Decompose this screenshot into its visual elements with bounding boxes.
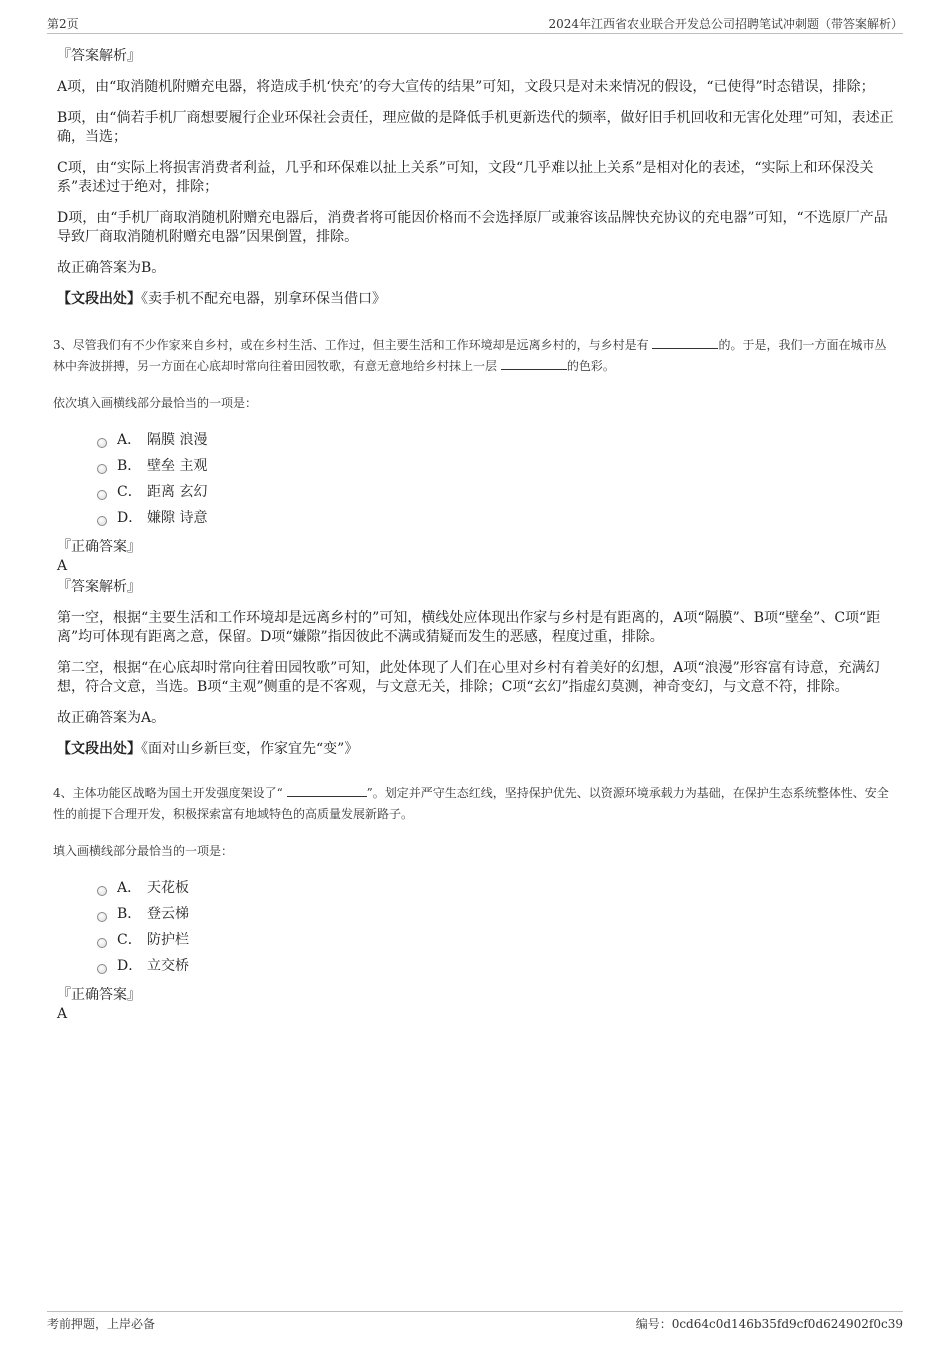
q4-options — [97, 875, 897, 979]
q4-stem-part1: 4、主体功能区战略为国土开发强度架设了“ — [53, 786, 283, 800]
q4-hint: 填入画横线部分最恰当的一项是： — [53, 844, 234, 858]
page-content — [53, 46, 897, 1023]
option-text: 隔膜 浪漫 — [147, 432, 208, 448]
page-header — [47, 14, 903, 34]
q3-source — [57, 739, 897, 759]
option-text: 防护栏 — [147, 932, 189, 948]
radio-icon[interactable] — [97, 464, 107, 474]
option-text: 壁垒 主观 — [147, 458, 208, 474]
q3-option-b[interactable] — [97, 453, 897, 479]
q2-source — [57, 289, 897, 309]
q2-analysis-option-c: C项，由“实际上将损害消费者利益，几乎和环保难以扯上关系”可知，文段“几乎难以扯上关系”是相对化的表述，“实际上和环保没关系”表述过于绝对，排除； — [57, 160, 874, 195]
q3-stem-part3: 的色彩。 — [566, 359, 615, 373]
q3-blank-1 — [652, 335, 718, 349]
radio-icon[interactable] — [97, 490, 107, 500]
q3-answer-label: 『正确答案』 — [57, 539, 141, 555]
q3-answer: A — [57, 558, 68, 574]
q2-analysis-option-b: B项，由“倘若手机厂商想要履行企业环保社会责任，理应做的是降低手机更新迭代的频率，做好旧手机回收和无害化处理”可知，表述正确，当选； — [57, 110, 894, 145]
option-letter: D． — [117, 510, 143, 526]
q3-hint: 依次填入画横线部分最恰当的一项是： — [53, 396, 258, 410]
q4-answer: A — [57, 1006, 68, 1022]
footer-slogan: 考前押题，上岸必备 — [47, 1317, 156, 1331]
q3-stem-part2: 的。于是，我们一方面在城市丛林中奔波拼搏，另一方面在心底却时常向往着田园牧歌，有意无意地给乡村抹上一层 — [53, 338, 887, 373]
q3-option-a[interactable] — [97, 427, 897, 453]
q4-option-d[interactable] — [97, 953, 897, 979]
q4-option-b[interactable] — [97, 901, 897, 927]
option-text: 天花板 — [147, 880, 189, 896]
radio-icon[interactable] — [97, 964, 107, 974]
option-letter: C． — [117, 932, 142, 948]
option-letter: B． — [117, 906, 142, 922]
option-letter: C． — [117, 484, 142, 500]
q3-stem-part1: 3、尽管我们有不少作家来自乡村，或在乡村生活、工作过，但主要生活和工作环境却是远离乡村的，与乡村是有 — [53, 338, 649, 352]
q3-conclusion: 故正确答案为A。 — [57, 710, 166, 726]
radio-icon[interactable] — [97, 886, 107, 896]
q4-stem-part2: ”。划定并严守生态红线，坚持保护优先、以资源环境承载力为基础，在保护生态系统整体性、安全性的前提下合理开发，积极探索富有地域特色的高质量发展新路子。 — [53, 786, 889, 821]
q3-source-title: 《面对山乡新巨变，作家宜先“变”》 — [141, 741, 359, 757]
q2-analysis-option-a: A项，由“取消随机附赠充电器，将造成手机‘快充’的夸大宣传的结果”可知，文段只是对未来情况的假设，“已使得”时态错误，排除； — [57, 79, 875, 95]
q2-analysis-label: 『答案解析』 — [57, 48, 141, 64]
q3-options — [97, 427, 897, 531]
radio-icon[interactable] — [97, 516, 107, 526]
q3-analysis-p1: 第一空，根据“主要生活和工作环境却是远离乡村的”可知，横线处应体现出作家与乡村是有距离的，A项“隔膜”、B项“壁垒”、C项“距离”均可体现有距离之意，保留。D项“嫌隙”指因彼此不满或猜疑而发生的恶感，程度过重，排除。 — [57, 610, 881, 645]
option-letter: B． — [117, 458, 142, 474]
q3-option-c[interactable] — [97, 479, 897, 505]
q2-conclusion: 故正确答案为B。 — [57, 260, 166, 276]
q4-blank — [287, 783, 367, 797]
radio-icon[interactable] — [97, 912, 107, 922]
option-letter: A． — [117, 880, 142, 896]
radio-icon[interactable] — [97, 938, 107, 948]
option-letter: A． — [117, 432, 142, 448]
q4-option-c[interactable] — [97, 927, 897, 953]
q3-option-d[interactable] — [97, 505, 897, 531]
q2-source-title: 《卖手机不配充电器，别拿环保当借口》 — [141, 291, 386, 307]
option-text: 嫌隙 诗意 — [147, 510, 208, 526]
option-text: 登云梯 — [147, 906, 189, 922]
q3-blank-2 — [501, 356, 567, 370]
q3-analysis-label: 『答案解析』 — [57, 579, 141, 595]
q4-stem — [53, 783, 897, 825]
option-text: 立交桥 — [147, 958, 189, 974]
q3-source-label: 【文段出处】 — [57, 741, 141, 757]
option-text: 距离 玄幻 — [147, 484, 208, 500]
q3-analysis-p2: 第二空，根据“在心底却时常向往着田园牧歌”可知，此处体现了人们在心里对乡村有着美好的幻想，A项“浪漫”形容富有诗意，充满幻想，符合文意，当选。B项“主观”侧重的是不客观，与文意无关，排除；C项“玄幻”指虚幻莫测，神奇变幻，与文意不符，排除。 — [57, 660, 880, 695]
q4-option-a[interactable] — [97, 875, 897, 901]
q2-analysis-option-d: D项，由“手机厂商取消随机附赠充电器后，消费者将可能因价格而不会选择原厂或兼容该品牌快充协议的充电器”可知，“不选原厂产品导致厂商取消随机附赠充电器”因果倒置，排除。 — [57, 210, 888, 245]
q3-stem — [53, 335, 897, 377]
document-title: 2024年江西省农业联合开发总公司招聘笔试冲刺题（带答案解析） — [548, 17, 903, 31]
q2-source-label: 【文段出处】 — [57, 291, 141, 307]
radio-icon[interactable] — [97, 438, 107, 448]
q4-answer-label: 『正确答案』 — [57, 987, 141, 1003]
page-number: 第2页 — [47, 17, 79, 31]
page-footer — [47, 1311, 903, 1332]
document-code: 编号：0cd64c0d146b35fd9cf0d624902f0c39 — [635, 1317, 903, 1331]
option-letter: D． — [117, 958, 143, 974]
